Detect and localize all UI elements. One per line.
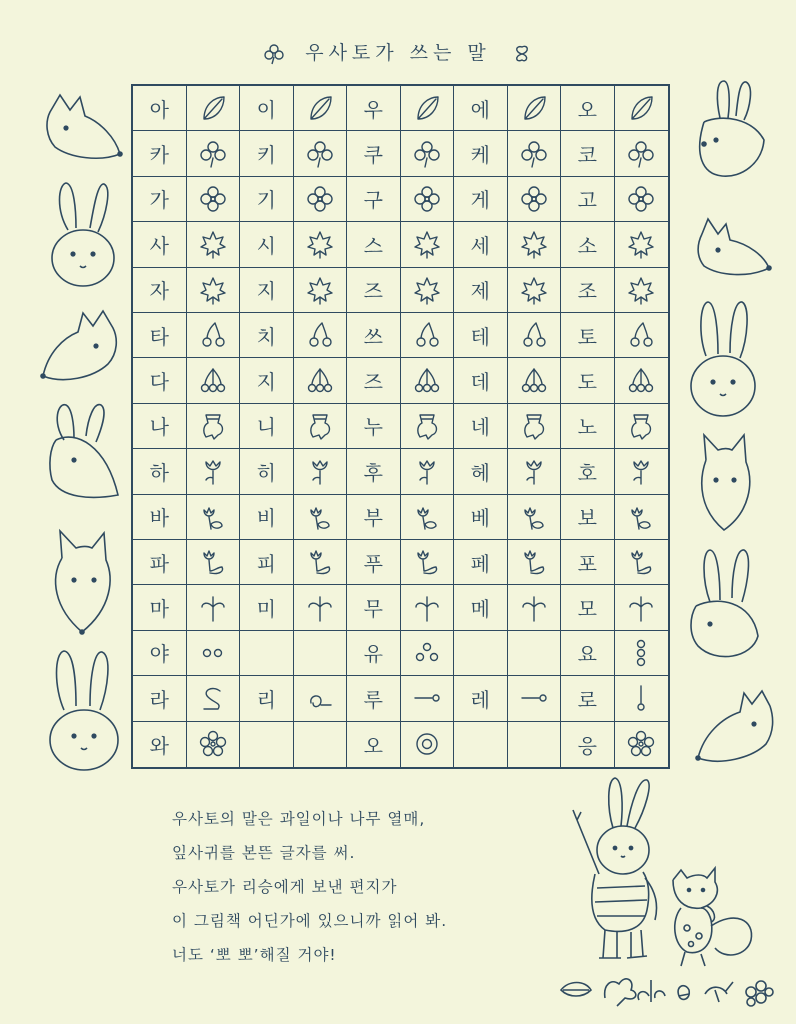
letter-cell: 미 [240,585,294,630]
letter-cell: 다 [133,358,187,403]
symbol-cell [294,86,348,131]
symbol-cell [615,449,669,494]
cherry-icon [305,320,335,350]
tulip2-icon [519,502,549,532]
letter-cell: 도 [561,358,615,403]
poem-line: 너도 ‘뽀 뽀’해질 거야! [172,946,337,964]
clover-icon [198,139,228,169]
leaf-icon [626,93,656,123]
leaf-icon [519,93,549,123]
clover-icon [519,139,549,169]
curl-icon [198,683,228,713]
fox-icon [694,216,772,286]
empty-cell [454,631,508,676]
letter-cell: 후 [347,449,401,494]
symbol-cell [187,585,241,630]
symbol-cell [615,86,669,131]
dots3-icon [412,638,442,668]
maple-icon [626,229,656,259]
rabbit-icon [688,298,758,420]
symbol-cell [508,131,562,176]
flower5-icon [198,729,228,759]
letter-cell: 루 [347,676,401,721]
flower4-icon [519,184,549,214]
symbol-cell [508,358,562,403]
rabbit-icon [692,78,772,186]
tulip2-icon [198,502,228,532]
symbol-cell [401,404,455,449]
symbol-cell [615,358,669,403]
empty-cell [508,722,562,767]
leaf-icon [305,93,335,123]
symbol-cell [615,631,669,676]
letter-cell: 제 [454,268,508,313]
symbol-cell [615,177,669,222]
cat-icon [696,432,754,534]
symbol-cell [508,404,562,449]
tulip-icon [305,456,335,486]
letter-cell: 페 [454,540,508,585]
poem-line: 잎사귀를 본뜬 글자를 써. [172,844,356,862]
berries-icon [626,366,656,396]
cherry-icon [519,320,549,350]
target-icon [412,729,442,759]
empty-cell [454,722,508,767]
symbol-cell [401,495,455,540]
rabbit-icon [46,648,128,773]
letter-cell: 바 [133,495,187,540]
symbol-cell [294,449,348,494]
stickv-icon [626,683,656,713]
letter-cell: 즈 [347,358,401,403]
letter-cell: 치 [240,313,294,358]
symbol-cell [294,404,348,449]
symbol-cell [401,449,455,494]
letter-cell: 오 [561,86,615,131]
letter-cell: 데 [454,358,508,403]
symbol-cell [401,177,455,222]
letter-cell: 스 [347,222,401,267]
sprout-icon [519,593,549,623]
symbol-cell [401,722,455,767]
maple-icon [412,229,442,259]
symbol-cell [294,495,348,540]
letter-cell: 테 [454,313,508,358]
tulip2-icon [305,502,335,532]
symbol-cell [508,177,562,222]
letter-cell: 시 [240,222,294,267]
letter-cell: 베 [454,495,508,540]
maple-icon [626,275,656,305]
symbol-cell [294,313,348,358]
letter-cell: 모 [561,585,615,630]
symbol-cell [615,131,669,176]
berries-icon [412,366,442,396]
symbol-cell [401,131,455,176]
letter-cell: 비 [240,495,294,540]
letter-cell: 쓰 [347,313,401,358]
sprout-icon [198,593,228,623]
letter-cell: 조 [561,268,615,313]
symbol-cell [294,358,348,403]
symbol-cell [187,358,241,403]
sprout-icon [305,593,335,623]
stick-icon [519,683,549,713]
fox-icon [40,92,125,172]
title-text: 우사토가 쓰는 말 [305,42,491,64]
root-icon [305,411,335,441]
dots3v-icon [626,638,656,668]
letter-cell: 푸 [347,540,401,585]
symbol-cell [294,222,348,267]
leaf-icon [198,93,228,123]
symbol-cell [508,222,562,267]
flower4-icon [198,184,228,214]
symbol-cell [508,540,562,585]
letter-cell: 누 [347,404,401,449]
symbol-cell [615,722,669,767]
letter-cell: 지 [240,358,294,403]
symbol-cell [508,585,562,630]
cherry-icon [198,320,228,350]
root-icon [519,411,549,441]
letter-cell: 라 [133,676,187,721]
symbol-cell [615,540,669,585]
symbol-cell [187,131,241,176]
tulip-icon [198,456,228,486]
symbol-cell [508,86,562,131]
flower4-icon [412,184,442,214]
letter-cell: 케 [454,131,508,176]
cherry-icon [412,320,442,350]
letter-cell: 지 [240,268,294,313]
symbol-cell [187,222,241,267]
empty-cell [294,631,348,676]
rabbit-icon [46,180,118,290]
symbol-cell [401,540,455,585]
root-icon [626,411,656,441]
letter-cell: 토 [561,313,615,358]
letter-cell: 코 [561,131,615,176]
symbol-cell [187,722,241,767]
letter-cell: 이 [240,86,294,131]
letter-cell: 구 [347,177,401,222]
fox-icon [38,308,123,388]
poem-line: 우사토의 말은 과일이나 나무 열매, [172,810,426,828]
tulip3-icon [305,547,335,577]
symbol-cell [187,268,241,313]
clover-icon [305,139,335,169]
letter-cell: 나 [133,404,187,449]
letter-cell: 호 [561,449,615,494]
maple-icon [198,275,228,305]
letter-cell: 가 [133,177,187,222]
tulip2-icon [412,502,442,532]
letter-cell: 오 [347,722,401,767]
empty-cell [240,722,294,767]
letter-cell: 야 [133,631,187,676]
letter-cell: 우 [347,86,401,131]
symbol-cell [508,676,562,721]
symbol-cell [294,177,348,222]
letter-cell: 기 [240,177,294,222]
curl2-icon [305,683,335,713]
letter-cell: 리 [240,676,294,721]
maple-icon [305,275,335,305]
clover-icon [412,139,442,169]
clover-icon [262,42,286,66]
maple-icon [519,229,549,259]
letter-cell: 피 [240,540,294,585]
symbol-cell [401,222,455,267]
cherry-icon [626,320,656,350]
symbol-cell [187,495,241,540]
letter-cell: 타 [133,313,187,358]
symbol-cell [294,540,348,585]
letter-cell: 히 [240,449,294,494]
swirl-flower-icon [510,42,534,66]
symbol-cell [294,585,348,630]
letter-cell: 키 [240,131,294,176]
letter-cell: 고 [561,177,615,222]
letter-cell: 노 [561,404,615,449]
letter-cell: 카 [133,131,187,176]
letter-cell: 파 [133,540,187,585]
symbol-cell [401,313,455,358]
symbol-cell [615,676,669,721]
symbol-cell [401,358,455,403]
letter-cell: 에 [454,86,508,131]
symbol-cell [615,222,669,267]
symbol-cell [508,449,562,494]
maple-icon [519,275,549,305]
letter-cell: 유 [347,631,401,676]
letter-cell: 게 [454,177,508,222]
tulip-icon [412,456,442,486]
alphabet-grid [131,84,670,769]
symbol-cell [401,86,455,131]
symbol-cell [187,404,241,449]
symbol-cell [187,631,241,676]
letter-cell: 세 [454,222,508,267]
letter-cell: 아 [133,86,187,131]
symbol-cell [187,540,241,585]
cat-icon [48,528,116,636]
empty-cell [240,631,294,676]
symbol-cell [187,86,241,131]
symbol-cell [615,268,669,313]
tulip-icon [519,456,549,486]
letter-cell: 소 [561,222,615,267]
berries-icon [305,366,335,396]
letter-cell: 자 [133,268,187,313]
sprout-icon [412,593,442,623]
symbol-cell [187,449,241,494]
empty-cell [294,722,348,767]
letter-cell: 하 [133,449,187,494]
symbol-cell [401,631,455,676]
letter-cell: 요 [561,631,615,676]
tulip3-icon [519,547,549,577]
letter-cell: 포 [561,540,615,585]
poem [172,802,447,972]
maple-icon [305,229,335,259]
fox-icon [694,688,776,768]
symbol-cell [615,495,669,540]
symbol-cell [187,676,241,721]
tulip3-icon [198,547,228,577]
clover-icon [626,139,656,169]
symbol-cell [187,313,241,358]
symbol-cell [401,585,455,630]
symbol-cell [508,495,562,540]
letter-cell: 마 [133,585,187,630]
berries-icon [198,366,228,396]
sprout-icon [626,593,656,623]
letter-cell: 부 [347,495,401,540]
poem-line: 우사토가 리승에게 보낸 편지가 [172,878,398,896]
rabbit-icon [46,400,126,505]
letter-cell: 레 [454,676,508,721]
root-icon [412,411,442,441]
rabbit-and-squirrel-illustration [555,770,785,1010]
letter-cell: 쿠 [347,131,401,176]
letter-cell: 네 [454,404,508,449]
dots2-icon [198,638,228,668]
poem-line: 이 그림책 어딘가에 있으니까 읽어 봐. [172,912,448,930]
empty-cell [508,631,562,676]
symbol-cell [615,404,669,449]
symbol-cell [615,313,669,358]
root-icon [198,411,228,441]
symbol-cell [294,131,348,176]
page-title [0,38,796,66]
maple-icon [198,229,228,259]
letter-cell: 사 [133,222,187,267]
letter-cell: 메 [454,585,508,630]
symbol-cell [187,177,241,222]
symbol-cell [401,676,455,721]
letter-cell: 응 [561,722,615,767]
flower4-icon [626,184,656,214]
letter-cell: 와 [133,722,187,767]
tulip2-icon [626,502,656,532]
rabbit-icon [686,546,764,666]
symbol-cell [508,313,562,358]
leaf-icon [412,93,442,123]
flower5-icon [626,729,656,759]
tulip3-icon [412,547,442,577]
symbol-cell [508,268,562,313]
tulip-icon [626,456,656,486]
stick-icon [412,683,442,713]
tulip3-icon [626,547,656,577]
symbol-cell [294,268,348,313]
letter-cell: 로 [561,676,615,721]
maple-icon [412,275,442,305]
flower4-icon [305,184,335,214]
letter-cell: 니 [240,404,294,449]
letter-cell: 무 [347,585,401,630]
symbol-cell [401,268,455,313]
symbol-cell [294,676,348,721]
letter-cell: 즈 [347,268,401,313]
letter-cell: 헤 [454,449,508,494]
berries-icon [519,366,549,396]
letter-cell: 보 [561,495,615,540]
symbol-cell [615,585,669,630]
